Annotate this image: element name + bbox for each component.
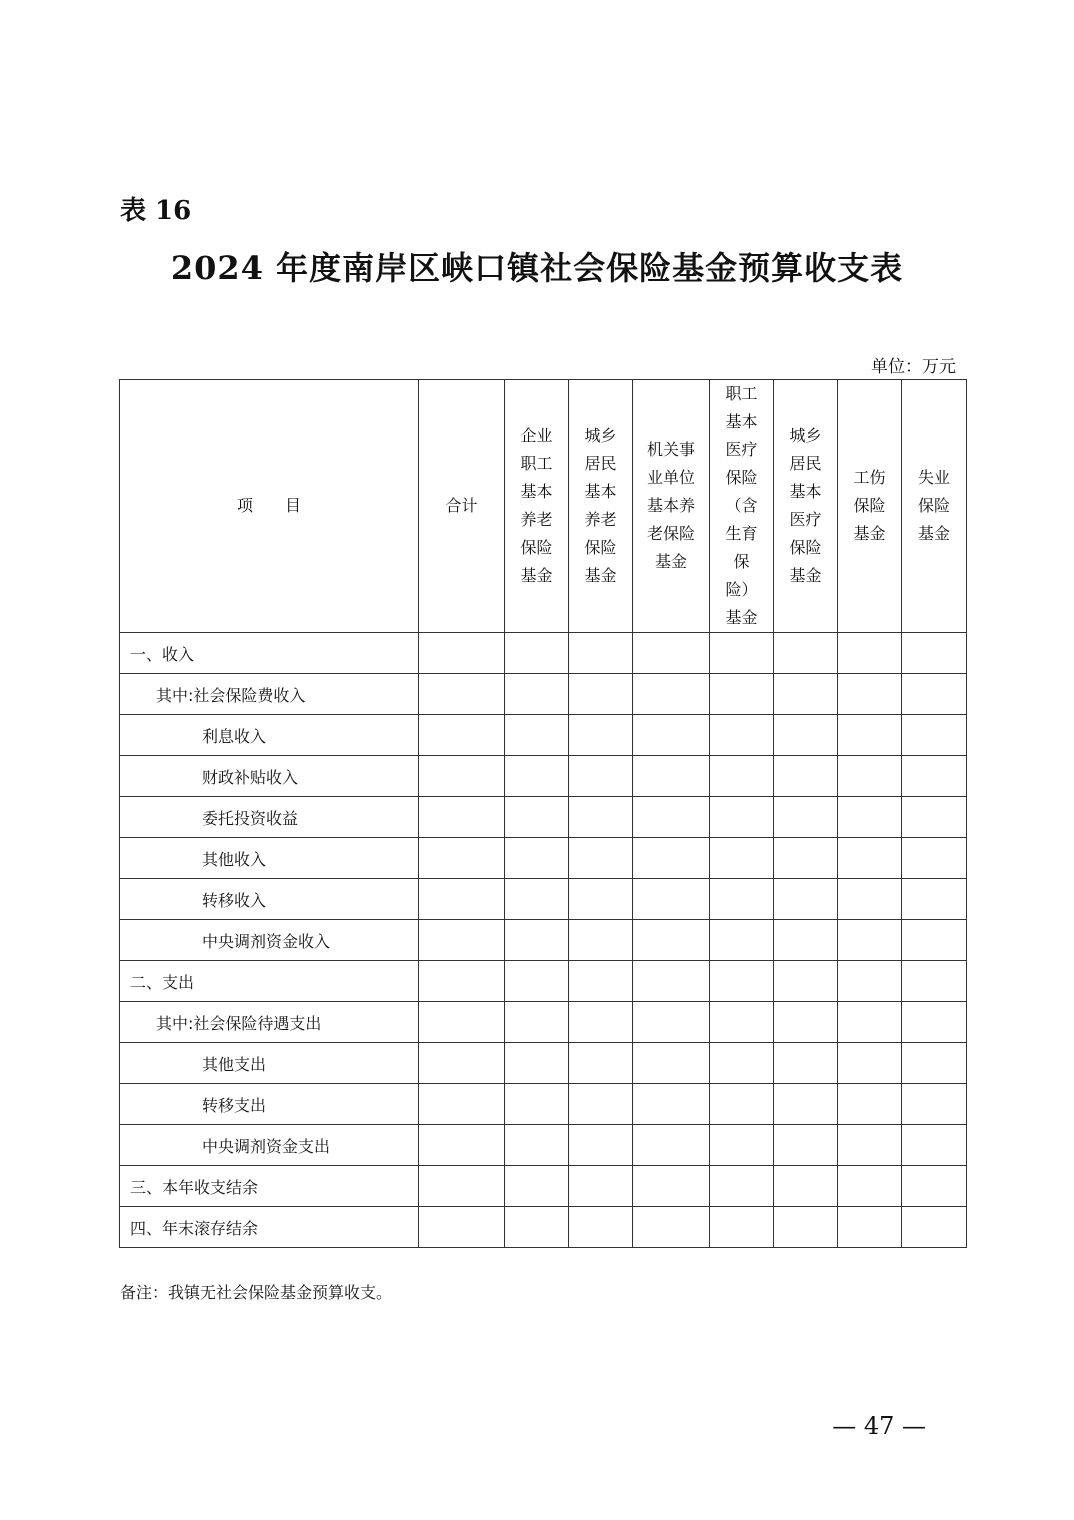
table-row — [120, 1207, 967, 1248]
row-label: 其中:社会保险费收入 — [120, 674, 419, 715]
budget-table — [119, 379, 967, 1248]
table-row — [120, 838, 967, 879]
header-col3: 机关事业单位基本养老保险基金 — [633, 380, 710, 633]
header-col1: 企业职工基本养老保险基金 — [505, 380, 569, 633]
table-row — [120, 1084, 967, 1125]
unit-label: 单位：万元 — [871, 357, 956, 377]
table-row — [120, 674, 967, 715]
row-label: 财政补贴收入 — [120, 756, 419, 797]
row-label: 中央调剂资金收入 — [120, 920, 419, 961]
row-label: 利息收入 — [120, 715, 419, 756]
table-row — [120, 1125, 967, 1166]
header-col4: 职工基本医疗保险（含生育保险）基金 — [710, 380, 774, 633]
row-label: 一、收入 — [120, 633, 419, 674]
page-number: — 47 — — [832, 1412, 926, 1440]
header-col7: 失业保险基金 — [902, 380, 967, 633]
row-label: 二、支出 — [120, 961, 419, 1002]
header-col5: 城乡居民基本医疗保险基金 — [774, 380, 838, 633]
table-row — [120, 879, 967, 920]
row-label: 其他支出 — [120, 1043, 419, 1084]
table-row — [120, 961, 967, 1002]
footnote: 备注：我镇无社会保险基金预算收支。 — [120, 1283, 393, 1302]
table-row — [120, 1043, 967, 1084]
table-row — [120, 756, 967, 797]
header-total: 合计 — [419, 380, 505, 633]
header-row — [120, 380, 967, 633]
table-row — [120, 797, 967, 838]
row-label: 三、本年收支结余 — [120, 1166, 419, 1207]
row-label: 转移支出 — [120, 1084, 419, 1125]
table-row — [120, 633, 967, 674]
page-title: 2024 年度南岸区峡口镇社会保险基金预算收支表 — [170, 249, 904, 287]
header-item: 项 目 — [120, 380, 419, 633]
table-row — [120, 1002, 967, 1043]
row-label: 四、年末滚存结余 — [120, 1207, 419, 1248]
table-label: 表 16 — [120, 196, 192, 226]
header-col2: 城乡居民基本养老保险基金 — [569, 380, 633, 633]
row-label: 委托投资收益 — [120, 797, 419, 838]
table-row — [120, 920, 967, 961]
header-col6: 工伤保险基金 — [838, 380, 902, 633]
row-label: 其他收入 — [120, 838, 419, 879]
row-label: 转移收入 — [120, 879, 419, 920]
row-label: 其中:社会保险待遇支出 — [120, 1002, 419, 1043]
row-label: 中央调剂资金支出 — [120, 1125, 419, 1166]
table-row — [120, 715, 967, 756]
table-row — [120, 1166, 967, 1207]
